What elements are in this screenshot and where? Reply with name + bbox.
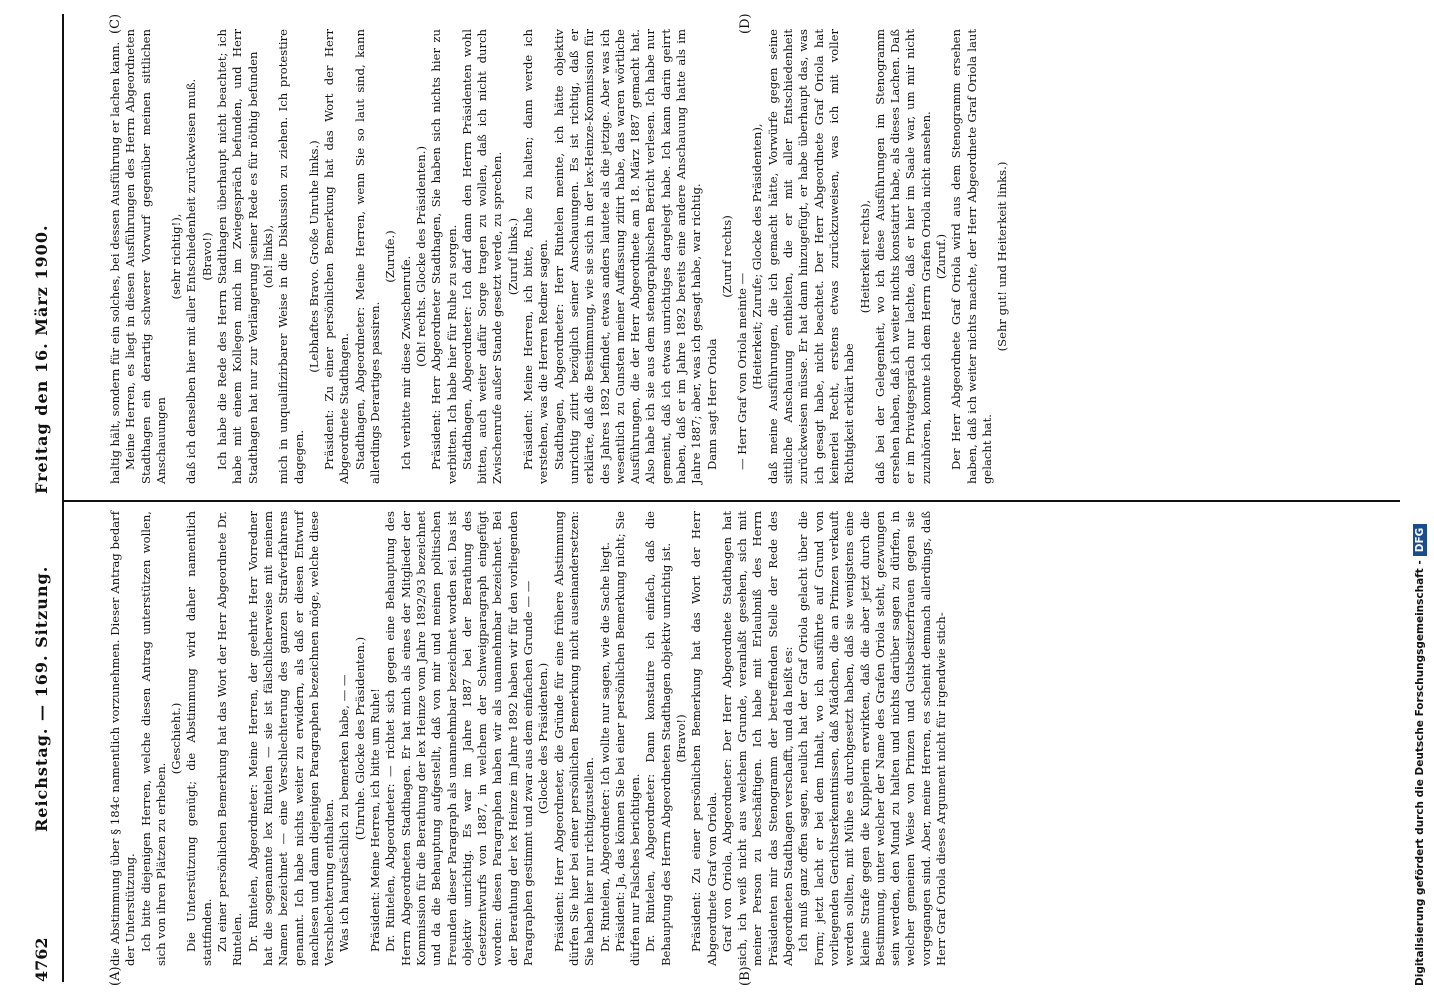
stage-direction: (Lebhaftes Bravo. Große Unruhe links.) — [306, 140, 321, 373]
paragraph: Dr. Rintelen, Abgeordneter: Ich wollte nur sagen, wie die Sache liegt. — [597, 542, 612, 952]
paragraph: Präsident: Herr Abgeordneter Stadthagen, Sie haben sich nichts hier zu verbitten. Ich habe hier für Ruhe zu sorgen. — [429, 29, 459, 484]
paragraph: Präsident: Zu einer persönlichen Bemerkung hat das Wort der Herr Abgeordnete Graf von Oriola. — [689, 511, 719, 966]
paragraph: Was ich hauptsächlich zu bemerken habe, — — — [337, 674, 352, 952]
paragraph: Dr. Rintelen, Abgeordneter: Meine Herren, der geehrte Herr Vorredner hat die sogenannte lex Rintelen — sie ist fälschlicherweise mit meinem Namen bezeichnet — eine Verschlechterung des ganzen Strafverfahrens genannt. Ich habe nichts weiter zu erwidern, als daß er diesen Entwurf nachlesen und dann diejenigen Paragraphen bezeichnen möge, welche diese Verschlechterung enthalten. — [245, 511, 337, 966]
margin-mark-a: (A) — [108, 966, 123, 986]
margin-mark-c: (C) — [108, 13, 123, 34]
right-running-head: Freitag den 16. März 1900. — [32, 224, 51, 494]
digitization-credit — [1414, 524, 1426, 986]
left-column — [108, 511, 949, 966]
left-header — [18, 500, 58, 982]
paragraph: Dann sagt Herr Oriola — [704, 338, 719, 470]
right-column — [108, 29, 1011, 484]
paragraph: Präsident: Ja, das können Sie bei einer persönlichen Bemerkung nicht; Sie dürfen nur Falsches berichtigen. — [612, 511, 643, 966]
paragraph: daß meine Ausführungen, die ich gemacht hätte, Vorwürfe gegen seine sittliche Anschauung enthielten, die er mit aller Entschiedenheit zurückweisen müsse. Er hat dann hinzugefügt, er habe überhaupt das, was ich gesagt habe, nicht beachtet. Der Herr Abgeordnete Graf Oriola hat keinerlei Recht, erstens etwas zurückzuweisen, was ich mit voller Richtigkeit erklärt habe — [765, 29, 857, 484]
paragraph: Präsident: Meine Herren, ich bitte, Ruhe zu halten; dann werde ich verstehen, was die Herren Redner sagen. — [521, 29, 551, 484]
stage-direction: (Unruhe. Glocke des Präsidenten.) — [352, 636, 367, 841]
paragraph: daß bei der Gelegenheit, wo ich diese Ausführungen im Stenogramm ersehen haben, daß ich weiter nichts konstatirt habe, als dieses Lachen. Daß er im Privatgespräch nur lachte, daß er hier im Saale war, um mir nicht zuzuhören, konnte ich dem Herrn Grafen Oriola nicht ansehen. — [872, 29, 933, 484]
stage-direction: (Glocke des Präsidenten.) — [536, 662, 551, 815]
paragraph: mich in unqualifizirbarer Weise in die Diskussion zu ziehen. Ich protestire dagegen. — [276, 29, 306, 484]
stage-direction: (Zuruf links.) — [505, 217, 520, 296]
paragraph: Dr. Rintelen, Abgeordneter: — richtet sich gegen eine Behauptung des Herrn Abgeordneten Stadthagen. Er hat mich als eines der Mitglieder der Kommission für die Berathung der lex Heinze vom Jahre 1892/93 bezeichnet und da die Behauptung aufgestellt, daß von mir und meinen politischen Freunden dieser Paragraph als unannehmbar bezeichnet worden sei. Das ist objektiv unrichtig. Es war im Jahre 1887 bei der Berathung des Gesetzentwurfs von 1887, in welchem der Schweigparagraph eingefügt worden: diesen Paragraphen haben wir als unannehmbar bezeichnet. Bei der Berathung der lex Heinze im Jahre 1892 haben wir für den vorliegenden Paragraphen gestimmt und zwar aus dem einfachen Grunde — — — [383, 511, 536, 966]
paragraph: Ich bitte diejenigen Herren, welche diesen Antrag unterstützen wollen, sich von ihren Plätzen zu erheben. — [138, 511, 168, 966]
paragraph: Stadthagen, Abgeordneter: Meine Herren, wenn Sie so laut sind, kann allerdings Derartiges passiren. — [352, 29, 383, 484]
stage-direction: (Oh! rechts. Glocke des Präsidenten.) — [413, 146, 428, 367]
paragraph: Präsident: Meine Herren, ich bitte um Ruhe! — [368, 688, 383, 952]
stage-direction: (Heiterkeit; Zurufe; Glocke des Präsidenten), — [750, 123, 765, 390]
stage-direction: (Geschieht.) — [169, 702, 184, 775]
margin-mark-b: (B) — [738, 966, 753, 986]
paragraph: Graf von Oriola, Abgeordneter: Der Herr Abgeordnete Stadthagen hat sich, ich weiß nicht aus welchem Grunde, veranlaßt gesehen, sich mit meiner Person zu beschäftigen. Ich habe mit Erlaubniß des Herrn Präsidenten mir das Stenogramm der betreffenden Stelle der Rede des Abgeordneten Stadthagen verschafft, und da heißt es: — [719, 511, 796, 966]
paragraph: haltig hält, sondern für ein solches, bei dessen Ausführung er lachen kann. — [108, 41, 122, 484]
paragraph: Dr. Rintelen, Abgeordneter: Dann konstatire ich einfach, daß die Behauptung des Herrn Abgeordneten Stadthagen objektiv unrichtig ist. — [643, 511, 673, 966]
margin-mark-d: (D) — [738, 13, 753, 34]
stage-direction: (sehr richtig!), — [169, 213, 184, 300]
stage-direction: (oh! links), — [260, 224, 275, 289]
paragraph: Die Unterstützung genügt; die Abstimmung wird daher namentlich stattfinden. — [184, 511, 214, 966]
paragraph: Ich verbitte mir diese Zwischenrufe. — [398, 255, 413, 470]
stage-direction: (Bravo!) — [673, 714, 688, 763]
stage-direction: (Zurufe.) — [383, 230, 398, 283]
left-running-head: Reichstag. — 169. Sitzung. — [32, 565, 51, 832]
stage-direction: (Sehr gut! und Heiterkeit links.) — [995, 161, 1010, 352]
paragraph: — Herr Graf von Oriola meinte — — [735, 272, 750, 470]
page-number: 4762 — [32, 937, 51, 982]
paragraph: Meine Herren, es liegt in diesen Ausführungen des Herrn Abgeordneten Stadthagen ein derartig schwerer Vorwurf gegenüber meinen sittlichen Anschauungen — [123, 29, 168, 484]
paragraph: Ich habe die Rede des Herrn Stadthagen überhaupt nicht beachtet; ich habe mit einem Kollegen mich im Zwiegespräch befunden, und Herr Stadthagen hat nur zur Verlängerung seiner Rede es für nöthig befunden — [215, 29, 260, 484]
stage-direction: (Zuruf.) — [934, 233, 949, 280]
paragraph: Präsident: Zu einer persönlichen Bemerkung hat das Wort der Herr Abgeordnete Stadthagen. — [322, 29, 352, 484]
paragraph: Präsident: Herr Abgeordneter, die Gründe für eine frühere Abstimmung dürfen Sie hier bei einer persönlichen Bemerkung nicht auseinandersetzen: Sie haben hier nur richtigzustellen. — [551, 511, 597, 966]
paragraph: Zu einer persönlichen Bemerkung hat das Wort der Herr Abgeordnete Dr. Rintelen. — [215, 511, 245, 966]
stage-direction: (Bravo!) — [199, 232, 214, 281]
paragraph: die Abstimmung über § 184c namentlich vorzunehmen. Dieser Antrag bedarf der Unterstützung. — [108, 511, 138, 966]
dfg-logo: DFG — [1413, 524, 1427, 557]
paragraph: Stadthagen, Abgeordneter: Herr Rintelen meinte, ich hätte objektiv unrichtig zitirt bezüglich seiner Anschauungen. Es ist richtig, daß er erklärte, daß die Bestimmung, wie sie sich in der lex-Heinze-Kommission für des Jahres 1892 befindet, etwas anders lautete als die jetzige. Aber was ich wesentlich zu Gunsten meiner Auffassung zitirt habe, das waren wörtliche Ausführungen, die der Herr Abgeordnete am 18. März 1887 gemacht hat. Also habe ich sie aus dem stenographischen Bericht verlesen. Ich habe nur gemeint, daß ich etwas unrichtiges dargelegt habe. Ich kann darin geirrt haben, daß er im Jahre 1892 bereits eine andere Anschauung hatte als im Jahre 1887; aber, was ich gesagt habe, war richtig. — [551, 29, 704, 484]
paragraph: Der Herr Abgeordnete Graf Oriola wird aus dem Stenogramm ersehen haben, daß ich weiter nichts machte, der Herr Abgeordnete Graf Oriola laut gelacht hat. — [949, 29, 994, 484]
stage-direction: (Zuruf rechts) — [719, 215, 734, 298]
stage-direction: (Heiterkeit rechts), — [857, 199, 872, 314]
column-divider — [64, 500, 1400, 502]
right-header — [18, 14, 58, 494]
paragraph: Stadthagen, Abgeordneter: Ich darf dann den Herrn Präsidenten wohl bitten, auch weiter dafür Sorge tragen zu wollen, daß ich nicht durch Zwischenrufe außer Stande gesetzt werde, zu sprechen. — [459, 29, 505, 484]
quoted-paragraph: Ich muß ganz offen sagen, neulich hat der Graf Oriola gelacht über die Form; jetzt lacht er bei dem Inhalt, wo ich ausführte auf Grund von vorliegenden Gerichtserkenntnissen, daß Mädchen, die an Prinzen verkauft werden sollten, mit Mühe es durchgesetzt haben, daß sie wenigstens eine kleine Strafe gegen die Kupplerin erwirkten, daß die aber jetzt durch die Bestimmung, unter welcher der Name des Grafen Oriola steht, gezwungen sein werden, den Mund zu halten und nichts darüber sagen zu dürfen, in welcher gemeinen Weise von Prinzen und Gutsbesitzerfrauen gegen sie vorgegangen sind. Aber, meine Herren, es scheint demnach allerdings, daß Herr Graf Oriola dieses Argument nicht für irgendwie stich- — [796, 511, 949, 966]
paragraph: daß ich denselben hier mit aller Entschiedenheit zurückweisen muß. — [184, 78, 199, 484]
header-rule — [62, 14, 64, 982]
credit-text: Digitalisierung gefördert durch die Deutsche Forschungsgemeinschaft - — [1414, 560, 1426, 986]
